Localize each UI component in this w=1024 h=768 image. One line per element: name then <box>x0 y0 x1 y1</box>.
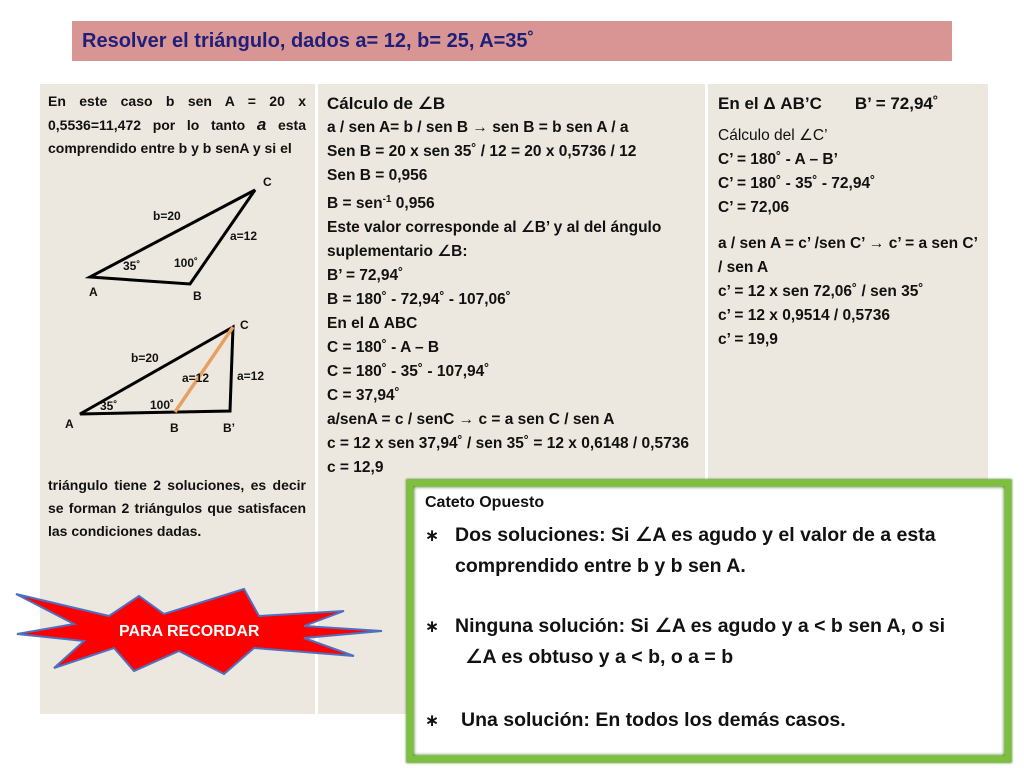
tri1-label-c: C <box>263 175 272 189</box>
tri1-label-vertex-a: A <box>89 285 98 299</box>
explanation-part-2: esta comprendido entre b y b senA y si el <box>48 117 306 156</box>
calc-line: a / sen A= b / sen B → sen B = b sen A / a <box>327 119 629 136</box>
calc-line: B = 180˚ - 72,94˚ - 107,06˚ <box>327 291 511 309</box>
angle-b-heading: Cálculo de ∠B <box>327 94 446 113</box>
bullet-icon: ∗ <box>425 617 440 636</box>
tri2-angle-a: 35˚ <box>100 399 118 413</box>
reminder-item-two-solutions <box>425 520 1005 581</box>
reminder-item-1-line-2: comprendido entre b y b sen A. <box>455 555 746 577</box>
explanation-text-top <box>48 90 306 160</box>
calc-line: En el Δ ABC <box>327 315 418 333</box>
reminder-item-1-line-1: Dos soluciones: Si ∠A es agudo y el valor de a esta <box>455 524 936 546</box>
calc-line: Este valor corresponde al ∠B’ y al del ángulo suplementario ∠B: <box>327 219 662 261</box>
reminder-item-3: Una solución: En todos los demás casos. <box>461 709 846 731</box>
reminder-box <box>407 480 1011 762</box>
tri2-label-vertex-b: B <box>170 421 179 435</box>
calc-line: C’ = 180˚ - A – B’ <box>718 151 838 168</box>
tri2-label-vertex-bprime: B’ <box>223 421 235 435</box>
tri2-label-c: C <box>240 318 249 332</box>
triangle-diagram-1 <box>40 172 315 302</box>
tri2-label-a-outer: a=12 <box>237 369 265 383</box>
calc-line: a/senA = c / senC → c = a sen C / sen A <box>327 411 615 429</box>
calc-line: c = 12,9 <box>327 459 384 477</box>
bullet-icon: ∗ <box>425 526 440 545</box>
tri1-angle-a: 35˚ <box>123 259 141 273</box>
tri1-angle-b: 100˚ <box>174 256 199 270</box>
calc-line: a / sen A = c’ /sen C’ → c’ = a sen C’ / sen A <box>718 235 978 276</box>
calc-line: C’ = 72,06 <box>718 199 790 216</box>
calc-line: C = 37,94˚ <box>327 387 400 405</box>
explanation-text-bottom: triángulo tiene 2 soluciones, es decir se forman 2 triángulos que satisfacen las condiciones dadas. <box>48 477 306 539</box>
calc-line: Cálculo del ∠C’ <box>718 127 828 144</box>
tri1-label-b: b=20 <box>153 209 181 223</box>
inverse-value: 0,956 <box>391 195 435 213</box>
badge-label: PARA RECORDAR <box>119 623 260 640</box>
page-title: Resolver el triángulo, dados a= 12, b= 25, A=35˚ <box>72 21 952 61</box>
reminder-item-no-solution <box>425 611 1005 672</box>
reminder-item-2-line-2: ∠A es obtuso y a < b, o a = b <box>465 646 734 668</box>
calc-line: Sen B = 20 x sen 35˚ / 12 = 20 x 0,5736 / 12 <box>327 143 637 160</box>
explanation-a: a <box>256 115 267 134</box>
calc-line: B’ = 72,94˚ <box>327 267 404 285</box>
calc-line: C = 180˚ - A – B <box>327 339 440 357</box>
reminder-item-one-solution <box>425 705 1005 736</box>
calc-line: Sen B = 0,956 <box>327 167 428 184</box>
tri2-label-vertex-a: A <box>65 417 74 431</box>
para-recordar-badge <box>14 586 386 676</box>
calc-line: c’ = 19,9 <box>718 331 778 348</box>
explanation-part-1: En este caso b sen A = 20 x 0,5536=11,472 por lo tanto <box>48 93 306 133</box>
tri2-angle-b: 100˚ <box>150 398 175 412</box>
reminder-heading: Cateto Opuesto <box>425 494 545 511</box>
bullet-icon: ∗ <box>425 711 440 730</box>
inverse-sup: -1 <box>382 194 392 205</box>
tri2-label-b: b=20 <box>131 351 159 365</box>
tri1-label-a: a=12 <box>230 229 258 243</box>
calc-line: c’ = 12 x 0,9514 / 0,5736 <box>718 307 890 324</box>
calc-line: c = 12 x sen 37,94˚ / sen 35˚ = 12 x 0,6148 / 0,5736 <box>327 435 689 453</box>
calc-line: C’ = 180˚ - 35˚ - 72,94˚ <box>718 175 876 192</box>
calc-line-inverse <box>327 188 699 216</box>
abprime-c-heading: En el Δ AB’C B’ = 72,94˚ <box>718 94 939 113</box>
tri2-label-a-inner: a=12 <box>182 371 210 385</box>
reminder-item-2-line-1: Ninguna solución: Si ∠A es agudo y a < b sen A, o si <box>455 615 946 637</box>
calc-line: c’ = 12 x sen 72,06˚ / sen 35˚ <box>718 283 924 300</box>
tri1-label-vertex-b: B <box>193 289 202 302</box>
inverse-prefix: B = sen <box>327 195 383 213</box>
triangle-diagram-2 <box>40 314 315 444</box>
calc-line: C = 180˚ - 35˚ - 107,94˚ <box>327 363 490 381</box>
triangle-2-highlight-side <box>175 327 233 412</box>
